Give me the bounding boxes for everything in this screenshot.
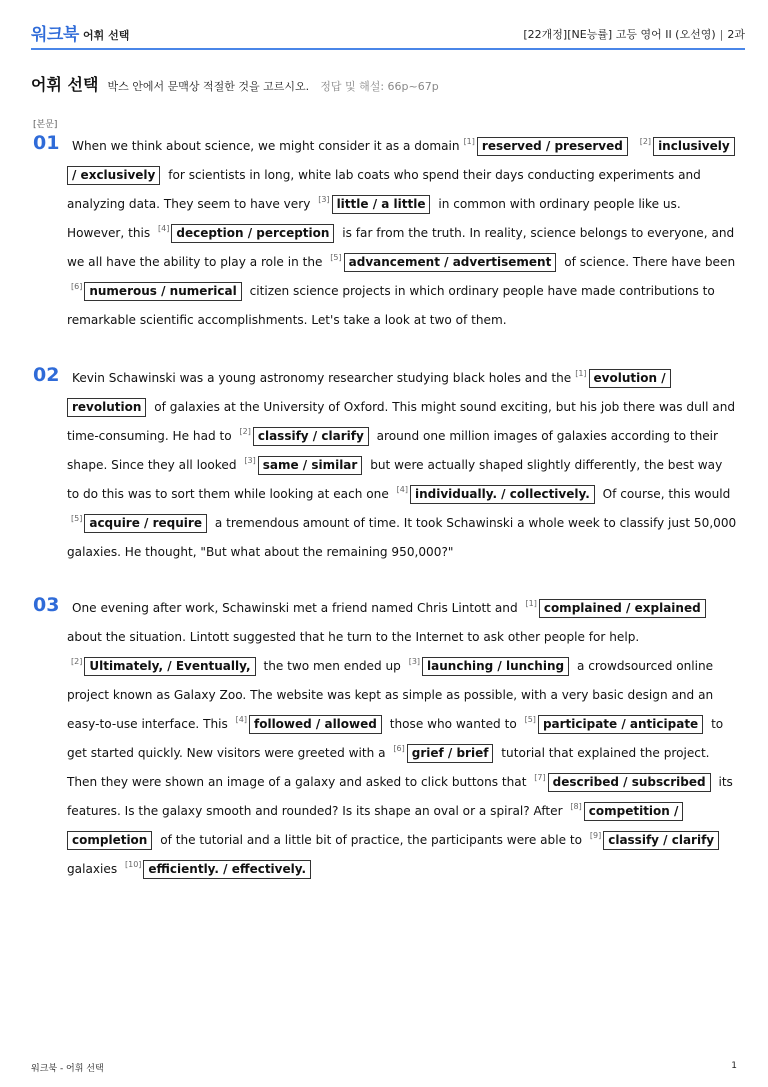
choice-box[interactable]: competition / completion (67, 802, 683, 850)
text-run: to get started quickly. New visitors were greeted with a (67, 717, 724, 760)
text-run: in common with ordinary people like us. However, this (67, 197, 681, 240)
text-run: a crowdsourced online project known as Galaxy Zoo. The website was kept as simple as possible, with a very basic design and an easy-to-use interface. This (67, 659, 714, 731)
blank-number: [3] (244, 456, 256, 465)
choice-box[interactable]: Ultimately, / Eventually, (84, 657, 255, 676)
blank-number: [4] (158, 224, 170, 233)
text-run: galaxies (67, 862, 118, 876)
text-run: for scientists in long, white lab coats who spend their days conducting experiments and analyzing data. They seem to have very (67, 168, 701, 211)
choice-box[interactable]: efficiently. / effectively. (143, 860, 311, 879)
text-run: of science. There have been (564, 255, 736, 269)
choice-box[interactable]: grief / brief (407, 744, 494, 763)
text-run: about the situation. Lintott suggested that he turn to the Internet to ask other people for help. (67, 630, 640, 644)
choice-box[interactable]: advancement / advertisement (344, 253, 557, 272)
course-info (523, 26, 745, 42)
text-run: is far from the truth. In reality, science belongs to everyone, and we all have the ability to play a role in the (67, 226, 735, 269)
exercise-title: 어휘 선택 (31, 75, 99, 94)
choice-box[interactable]: followed / allowed (249, 715, 382, 734)
choice-box[interactable]: classify / clarify (603, 831, 719, 850)
text-run: of the tutorial and a little bit of practice, the participants were able to (160, 833, 583, 847)
choice-box[interactable]: evolution / revolution (67, 369, 671, 417)
blank-number: [5] (330, 253, 342, 262)
choice-box[interactable]: participate / anticipate (538, 715, 703, 734)
page-number: 1 (731, 1061, 737, 1071)
text-run: citizen science projects in which ordinary people have made contributions to remarkable scientific accomplishments. Let's take a look at two of them. (67, 284, 715, 327)
text-run: around one million images of galaxies according to their shape. Since they all looked (67, 429, 719, 472)
blank-number: [4] (396, 485, 408, 494)
text-run: a tremendous amount of time. It took Schawinski a whole week to classify just 50,000 galaxies. He thought, "But what about the remaining 950,000?" (67, 516, 737, 559)
blank-number: [8] (570, 802, 582, 811)
blank-number: [5] (71, 514, 83, 523)
blank-number: [3] (318, 195, 330, 204)
choice-box[interactable]: individually. / collectively. (410, 485, 595, 504)
choice-box[interactable]: described / subscribed (548, 773, 711, 792)
divider: | (719, 28, 724, 41)
passage-number: 03 (33, 594, 60, 616)
text-run: One evening after work, Schawinski met a friend named Chris Lintott and (72, 601, 518, 615)
text-run: tutorial that explained the project. Then they were shown an image of a galaxy and asked to click buttons that (67, 746, 710, 789)
text-run: Of course, this would (602, 487, 731, 501)
exercise-title-row (31, 72, 745, 98)
blank-number: [2] (71, 657, 83, 666)
choice-box[interactable]: little / a little (332, 195, 431, 214)
passage-text (67, 132, 737, 335)
blank-number: [6] (71, 282, 83, 291)
footer-label: 워크북 - 어휘 선택 (31, 1064, 104, 1074)
blank-number: [2] (239, 427, 251, 436)
blank-number: [1] (525, 599, 537, 608)
text-run: but were actually shaped slightly differently, the best way to do this was to sort them while looking at each one (67, 458, 723, 501)
blank-number: [6] (393, 744, 405, 753)
text-run: its features. Is the galaxy smooth and rounded? Is its shape an oval or a spiral? After (67, 775, 733, 818)
passage-number: 01 (33, 132, 60, 154)
blank-number: [1] (463, 137, 475, 146)
brand-logo: 워크북 (31, 25, 79, 45)
text-run: the two men ended up (263, 659, 401, 673)
section-label: 어휘 선택 (83, 29, 130, 42)
choice-box[interactable]: acquire / require (84, 514, 207, 533)
exercise-instruction: 박스 안에서 문맥상 적절한 것을 고르시오. (107, 80, 310, 93)
blank-number: [7] (534, 773, 546, 782)
lesson-label: 2과 (727, 28, 745, 41)
blank-number: [1] (575, 369, 587, 378)
blank-number: [3] (408, 657, 421, 666)
blank-number: [2] (639, 137, 652, 146)
text-run: Kevin Schawinski was a young astronomy researcher studying black holes and the (72, 371, 572, 385)
passage-text (67, 594, 737, 884)
answer-reference: 정답 및 해설: 66p~67p (320, 80, 439, 93)
text-run: When we think about science, we might consider it as a domain (72, 139, 460, 153)
text-tag: [본문] (33, 120, 58, 130)
choice-box[interactable]: classify / clarify (253, 427, 369, 446)
choice-box[interactable]: deception / perception (171, 224, 334, 243)
choice-box[interactable]: complained / explained (539, 599, 706, 618)
text-run: of galaxies at the University of Oxford. This might sound exciting, but his job there was dull and time-consuming. He had to (67, 400, 736, 443)
passage-number: 02 (33, 364, 60, 386)
text-run: those who wanted to (389, 717, 517, 731)
choice-box[interactable]: numerous / numerical (84, 282, 241, 301)
blank-number: [9] (589, 831, 602, 840)
choice-box[interactable]: launching / lunching (422, 657, 569, 676)
choice-box[interactable]: reserved / preserved (477, 137, 628, 156)
course-title: [22개정][NE능률] 고등 영어 II (오선영) (523, 28, 716, 41)
page-header (31, 18, 745, 50)
choice-box[interactable]: inclusively / exclusively (67, 137, 735, 185)
blank-number: [4] (235, 715, 247, 724)
blank-number: [10] (124, 860, 142, 869)
passage-text (67, 364, 737, 567)
blank-number: [5] (524, 715, 536, 724)
choice-box[interactable]: same / similar (258, 456, 363, 475)
